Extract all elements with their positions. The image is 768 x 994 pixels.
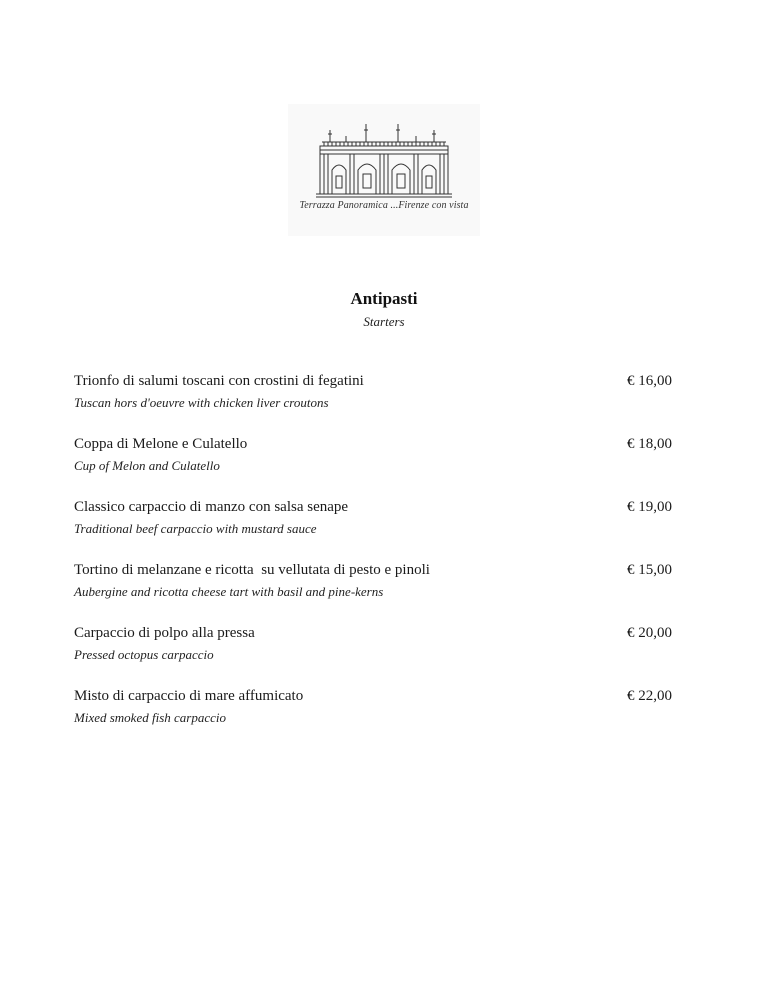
palace-facade-icon [288, 104, 480, 200]
menu-list [74, 373, 674, 751]
section-subtitle: Starters [363, 314, 405, 329]
item-price: € 15,00 [627, 562, 672, 578]
menu-item [74, 373, 674, 436]
item-price: € 22,00 [627, 688, 672, 704]
item-name: Tortino di melanzane e ricotta su vellutata di pesto e pinoli [74, 562, 430, 578]
item-description: Pressed octopus carpaccio [74, 647, 214, 662]
item-description: Aubergine and ricotta cheese tart with basil and pine-kerns [74, 584, 384, 599]
item-description: Tuscan hors d'oeuvre with chicken liver croutons [74, 395, 329, 410]
logo-caption: Terrazza Panoramica ...Firenze con vista [299, 200, 469, 211]
item-name: Coppa di Melone e Culatello [74, 436, 248, 452]
item-price: € 19,00 [627, 499, 672, 515]
menu-item [74, 688, 674, 751]
item-name: Classico carpaccio di manzo con salsa senape [74, 499, 349, 515]
item-name: Misto di carpaccio di mare affumicato [74, 688, 304, 704]
item-price: € 16,00 [627, 373, 672, 389]
menu-item [74, 562, 674, 625]
menu-item [74, 436, 674, 499]
item-price: € 20,00 [627, 625, 672, 641]
item-name: Trionfo di salumi toscani con crostini di fegatini [74, 373, 364, 389]
item-description: Cup of Melon and Culatello [74, 458, 220, 473]
restaurant-logo [288, 104, 480, 236]
menu-item [74, 625, 674, 688]
item-description: Mixed smoked fish carpaccio [74, 710, 226, 725]
item-price: € 18,00 [627, 436, 672, 452]
item-description: Traditional beef carpaccio with mustard sauce [74, 521, 317, 536]
item-name: Carpaccio di polpo alla pressa [74, 625, 255, 641]
menu-item [74, 499, 674, 562]
section-title: Antipasti [350, 289, 418, 308]
